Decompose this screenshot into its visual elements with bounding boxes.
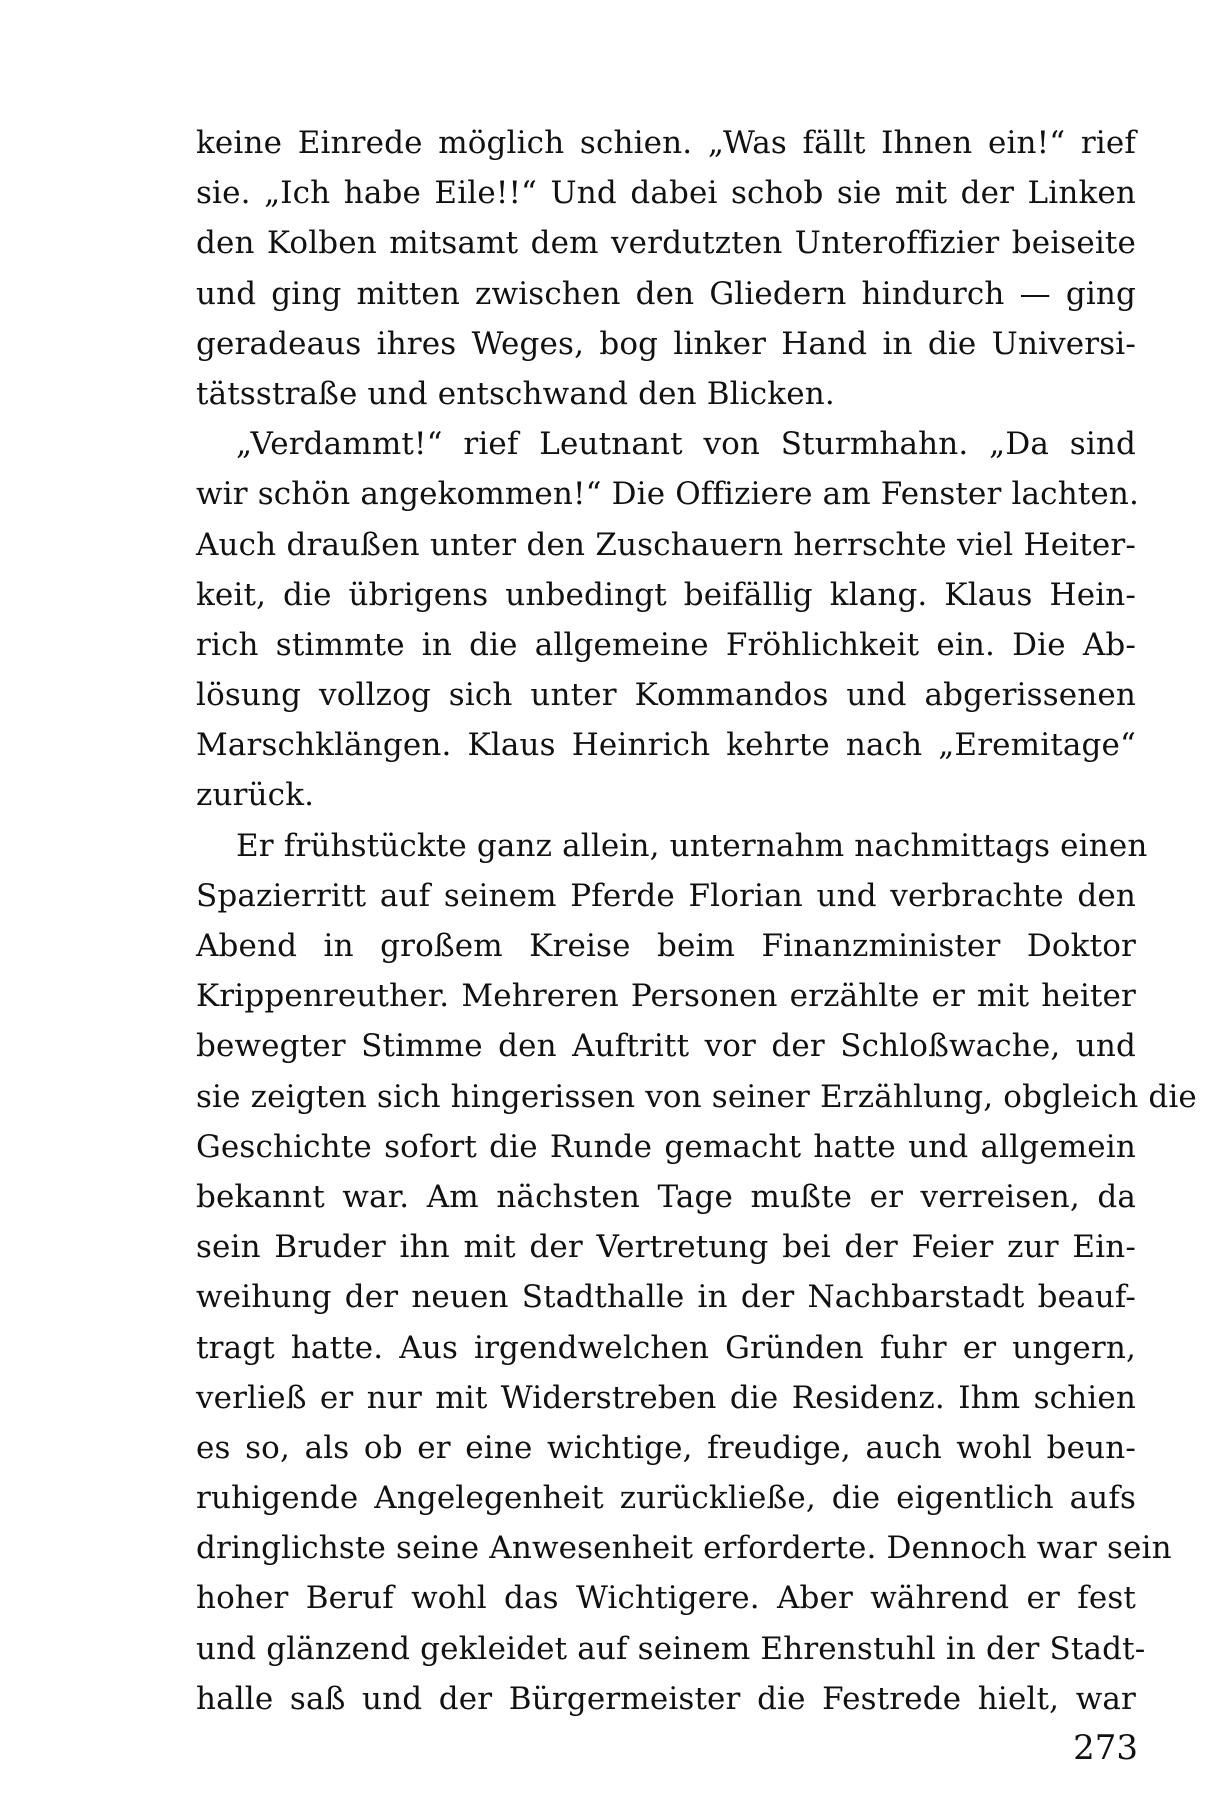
text-line: rich stimmte in die allgemeine Fröhlichkeit ein. Die Ab- [196, 626, 1136, 663]
page-number: 273 [1073, 1728, 1138, 1768]
text-line: Abend in großem Kreise beim Finanzminister Doktor [196, 928, 1136, 964]
text-line: und glänzend gekleidet auf seinem Ehrenstuhl in der Stadt- [196, 1630, 1146, 1667]
text-line: sie zeigten sich hingerissen von seiner Erzählung, obgleich die [196, 1078, 1197, 1115]
text-line: und ging mitten zwischen den Gliedern hindurch — ging [196, 275, 1136, 312]
text-line: den Kolben mitsamt dem verdutzten Unteroffizier beiseite [196, 225, 1136, 262]
text-line: lösung vollzog sich unter Kommandos und abgerissenen [196, 677, 1136, 714]
text-line: bewegter Stimme den Auftritt vor der Schloßwache, und [196, 1028, 1136, 1065]
text-line: es so, als ob er eine wichtige, freudige, auch wohl beun- [196, 1429, 1136, 1466]
text-line: sein Bruder ihn mit der Vertretung bei der Feier zur Ein- [196, 1229, 1136, 1266]
text-line: halle saß und der Bürgermeister die Festrede hielt, war [196, 1680, 1136, 1717]
text-line: „Verdammt!“ rief Leutnant von Sturmhahn. „Da sind [236, 426, 1136, 463]
text-line: geradeaus ihres Weges, bog linker Hand in die Universi- [196, 325, 1136, 362]
text-line: dringlichste seine Anwesenheit erforderte. Dennoch war sein [196, 1530, 1172, 1567]
text-line: sie. „Ich habe Eile!!“ Und dabei schob sie mit der Linken [196, 175, 1136, 212]
text-line: Geschichte sofort die Runde gemacht hatte und allgemein [196, 1128, 1136, 1165]
text-line: Krippenreuther. Mehreren Personen erzählte er mit heiter [196, 978, 1136, 1015]
text-line: wir schön angekommen!“ Die Offiziere am Fenster lachten. [196, 476, 1140, 513]
text-line: keine Einrede möglich schien. „Was fällt Ihnen ein!“ rief [196, 125, 1136, 161]
body-text [196, 118, 1197, 1724]
text-line: Spazierritt auf seinem Pferde Florian und verbrachte den [196, 877, 1136, 914]
text-line: Auch draußen unter den Zuschauern herrschte viel Heiter- [196, 526, 1136, 563]
text-line: zurück. [196, 777, 315, 814]
text-line: Marschklängen. Klaus Heinrich kehrte nach „Eremitage“ [196, 727, 1136, 764]
text-line: ruhigende Angelegenheit zurückließe, die eigentlich aufs [196, 1480, 1136, 1517]
text-line: keit, die übrigens unbedingt beifällig klang. Klaus Hein- [196, 576, 1136, 613]
text-line: verließ er nur mit Widerstreben die Residenz. Ihm schien [196, 1379, 1136, 1416]
text-line: weihung der neuen Stadthalle in der Nachbarstadt beauf- [196, 1279, 1136, 1316]
text-line: Er frühstückte ganz allein, unternahm nachmittags einen [236, 827, 1148, 864]
text-line: bekannt war. Am nächsten Tage mußte er verreisen, da [196, 1178, 1136, 1215]
text-line: hoher Beruf wohl das Wichtigere. Aber während er fest [196, 1580, 1136, 1617]
text-line: tätsstraße und entschwand den Blicken. [196, 375, 835, 412]
text-line: tragt hatte. Aus irgendwelchen Gründen fuhr er ungern, [196, 1329, 1136, 1366]
